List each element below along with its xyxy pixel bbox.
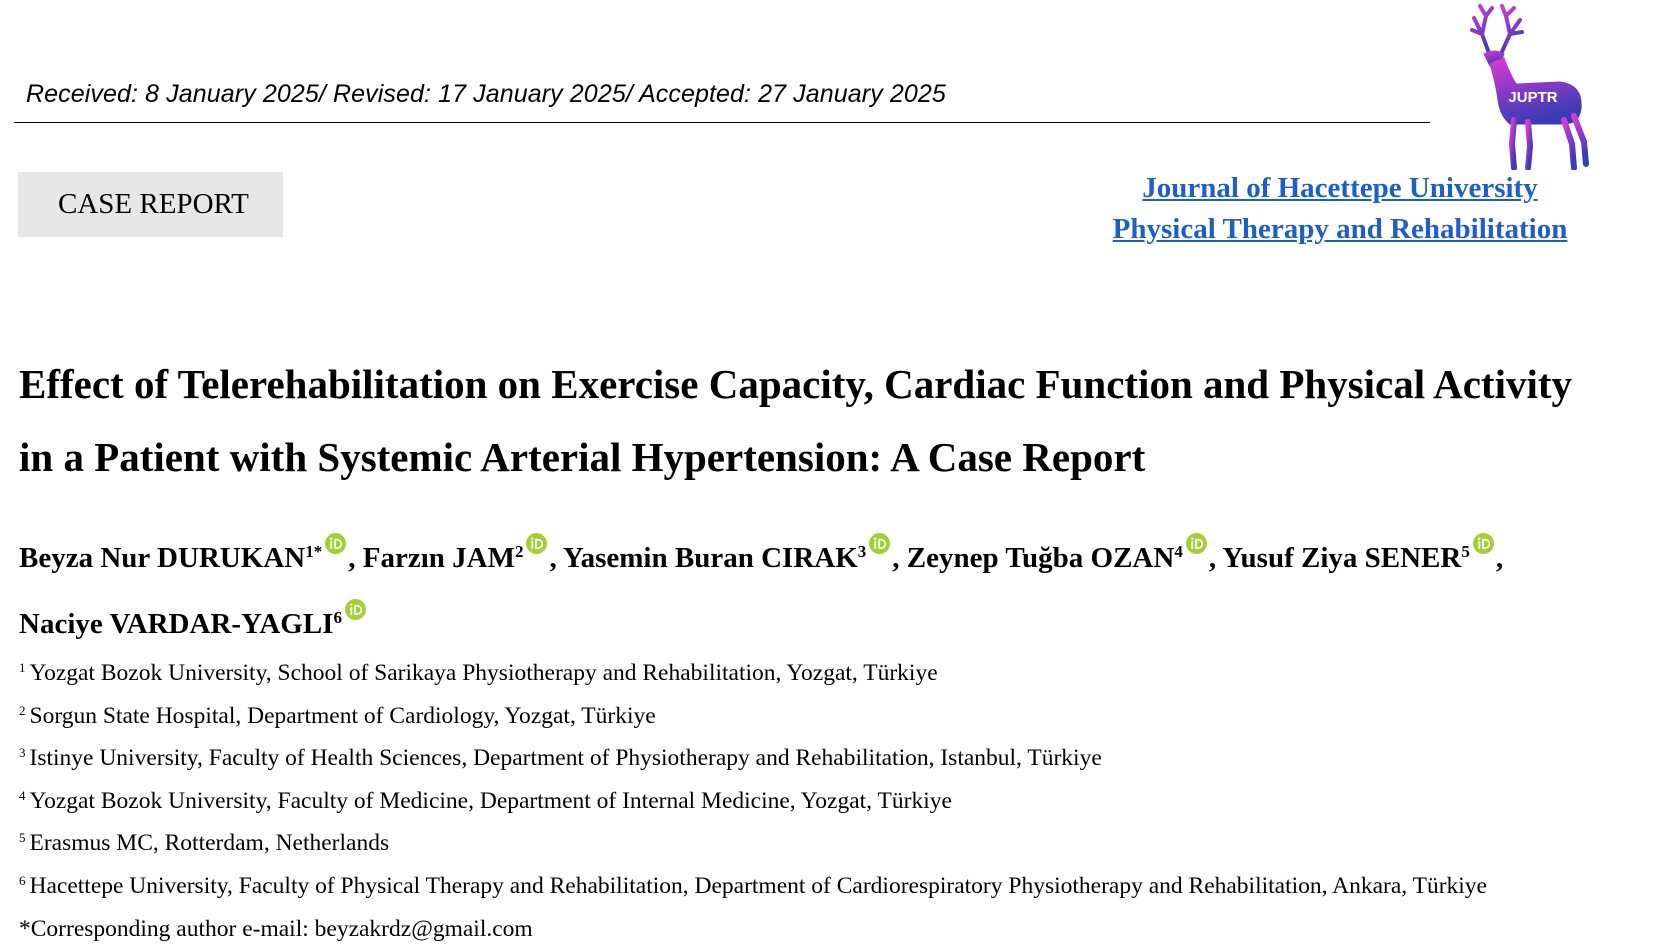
author-separator: , <box>348 542 363 574</box>
author-sup: 5 <box>1461 542 1470 561</box>
article-dates: Received: 8 January 2025/ Revised: 17 January 2025/ Accepted: 27 January 2025 <box>26 80 946 108</box>
journal-link-line1[interactable]: Journal of Hacettepe University <box>1142 172 1538 204</box>
title-line-2: in a Patient with Systemic Arterial Hypertension: A Case Report <box>19 434 1146 480</box>
corresponding-author: *Corresponding author e-mail: beyzakrdz@gmail.com <box>19 915 533 942</box>
affiliation-list <box>19 652 1649 950</box>
author-line-1 <box>19 519 1649 585</box>
affiliation-sup: 5 <box>19 830 26 846</box>
logo-text: JUPTR <box>1508 89 1558 106</box>
author-name: Zeynep Tuğba OZAN <box>906 542 1175 574</box>
affiliation-item <box>19 865 1649 908</box>
author-name: Beyza Nur DURUKAN <box>19 542 306 574</box>
author-list <box>19 519 1649 651</box>
affiliation-text: Erasmus MC, Rotterdam, Netherlands <box>29 830 390 857</box>
orcid-icon[interactable] <box>526 519 547 540</box>
author-name: Farzın JAM <box>362 542 515 574</box>
orcid-icon[interactable] <box>345 585 366 606</box>
affiliation-item <box>19 737 1649 780</box>
affiliation-item <box>19 822 1649 865</box>
journal-logo-deer-icon <box>1470 4 1590 170</box>
author-name: Yusuf Ziya SENER <box>1222 542 1462 574</box>
affiliation-sup: 2 <box>19 702 26 718</box>
orcid-icon[interactable] <box>1473 519 1494 540</box>
author-separator: , <box>1495 542 1504 574</box>
author-sup: 1* <box>305 542 323 561</box>
author-line-2 <box>19 585 1649 651</box>
affiliation-text: Yozgat Bozok University, School of Sarikaya Physiotherapy and Rehabilitation, Yozgat, Türkiye <box>29 660 938 686</box>
header-rule <box>14 122 1430 123</box>
affiliation-sup: 1 <box>19 660 26 675</box>
author-sup: 2 <box>514 542 524 561</box>
author-sup: 4 <box>1174 542 1183 561</box>
title-line-1: Effect of Telerehabilitation on Exercise Capacity, Cardiac Function and Physical Activity <box>19 361 1573 407</box>
affiliation-text: Yozgat Bozok University, Faculty of Medicine, Department of Internal Medicine, Yozgat, Türkiye <box>29 787 952 814</box>
affiliation-item <box>19 695 1649 738</box>
paper-title <box>19 348 1649 494</box>
article-type-badge: CASE REPORT <box>18 172 283 237</box>
affiliation-text: Istinye University, Faculty of Health Sciences, Department of Physiotherapy and Rehabilitation, Istanbul, Türkiye <box>29 745 1102 772</box>
author-sup: 3 <box>857 542 867 561</box>
orcid-icon[interactable] <box>325 519 346 540</box>
affiliation-sup: 6 <box>19 872 26 888</box>
author-separator: , <box>892 542 907 574</box>
author-separator: , <box>549 542 563 574</box>
affiliation-sup: 3 <box>19 745 26 761</box>
author-name: Naciye VARDAR-YAGLI <box>19 608 334 640</box>
affiliation-text: Hacettepe University, Faculty of Physical Therapy and Rehabilitation, Department of Cardiorespiratory Physiotherapy and Rehabilitation, Ankara, Türkiye <box>29 872 1487 899</box>
author-sup: 6 <box>333 608 342 627</box>
affiliation-text: Sorgun State Hospital, Department of Cardiology, Yozgat, Türkiye <box>29 702 656 729</box>
author-separator: , <box>1208 542 1223 574</box>
affiliation-item <box>19 652 1649 695</box>
affiliation-sup: 4 <box>19 787 26 803</box>
orcid-icon[interactable] <box>869 519 890 540</box>
journal-name <box>1090 168 1590 250</box>
journal-link-line2[interactable]: Physical Therapy and Rehabilitation <box>1112 213 1568 245</box>
author-name: Yasemin Buran CIRAK <box>562 542 858 574</box>
affiliation-item <box>19 780 1649 823</box>
orcid-icon[interactable] <box>1186 519 1207 540</box>
